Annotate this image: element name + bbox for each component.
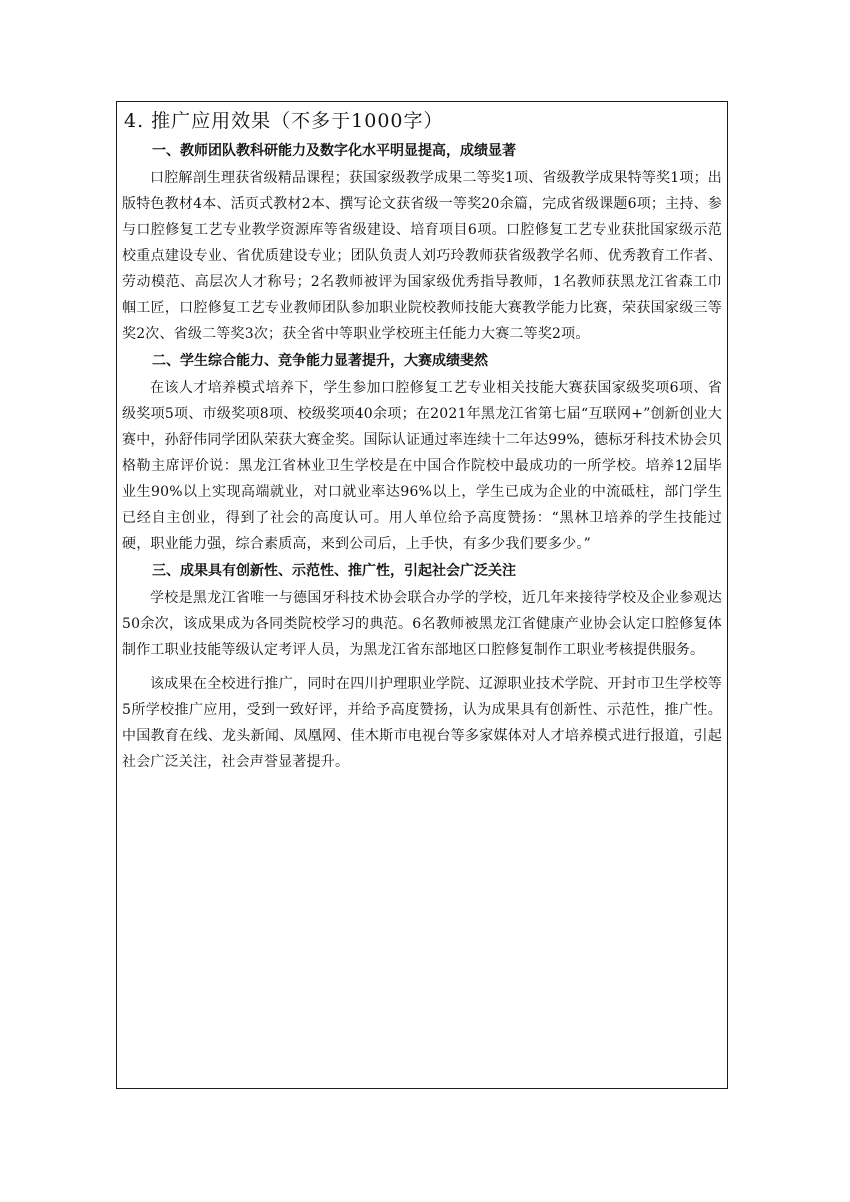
paragraph-promotion: 该成果在全校进行推广，同时在四川护理职业学院、辽源职业技术学院、开封市卫生学校等5所学校推广应用，受到一致好评，并给予高度赞扬，认为成果具有创新性、示范性，推广性。中国教育在线、龙头新闻、凤凰网、佳木斯市电视台等多家媒体对人才培养模式进行报道，引起社会广泛关注，社会声誉显著提升。 (122, 676, 722, 770)
section-title: 4. 推广应用效果（不多于1000字） (124, 110, 444, 132)
heading-teacher-team: 一、教师团队教科研能力及数字化水平明显提高，成绩显著 (152, 143, 516, 159)
paragraph-teacher-achievements: 口腔解剖生理获省级精品课程；获国家级教学成果二等奖1项、省级教学成果特等奖1项；出版特色教材4本、活页式教材2本、撰写论文获省级一等奖20余篇，完成省级课题6项；主持、参与口腔修复工艺专业教学资源库等省级建设、培育项目6项。口腔修复工艺专业获批国家级示范校重点建设专业、省优质建设专业；团队负责人刘巧玲教师获省级教学名师、优秀教育工作者、劳动模范、高层次人才称号；2名教师被评为国家级优秀指导教师，1名教师获黑龙江省森工巾帼工匠，口腔修复工艺专业教师团队参加职业院校教师技能大赛教学能力比赛，荣获国家级三等奖2次、省级二等奖3次；获全省中等职业学校班主任能力大赛二等奖2项。 (122, 170, 723, 342)
heading-innovation: 三、成果具有创新性、示范性、推广性，引起社会广泛关注 (152, 563, 516, 579)
document-body (122, 137, 722, 775)
heading-student-ability: 二、学生综合能力、竞争能力显著提升，大赛成绩斐然 (152, 353, 488, 369)
paragraph-student-achievements: 在该人才培养模式培养下，学生参加口腔修复工艺专业相关技能大赛获国家级奖项6项、省级奖项5项、市级奖项8项、校级奖项40余项；在2021年黑龙江省第七届“互联网+”创新创业大赛中，孙舒伟同学团队荣获大赛金奖。国际认证通过率连续十二年达99%，德标牙科技术协会贝格勒主席评价说：黑龙江省林业卫生学校是在中国合作院校中最成功的一所学校。培养12届毕业生90%以上实现高端就业，对口就业率达96%以上，学生已成为企业的中流砥柱，部门学生已经自主创业，得到了社会的高度认可。用人单位给予高度赞扬：“黑林卫培养的学生技能过硬，职业能力强，综合素质高，来到公司后，上手快，有多少我们要多少。” (122, 380, 722, 552)
paragraph-school-cooperation: 学校是黑龙江省唯一与德国牙科技术协会联合办学的学校，近几年来接待学校及企业参观达50余次，该成果成为各同类院校学习的典范。6名教师被黑龙江省健康产业协会认定口腔修复体制作工职业技能等级认定考评人员，为黑龙江省东部地区口腔修复制作工职业考核提供服务。 (122, 590, 722, 658)
